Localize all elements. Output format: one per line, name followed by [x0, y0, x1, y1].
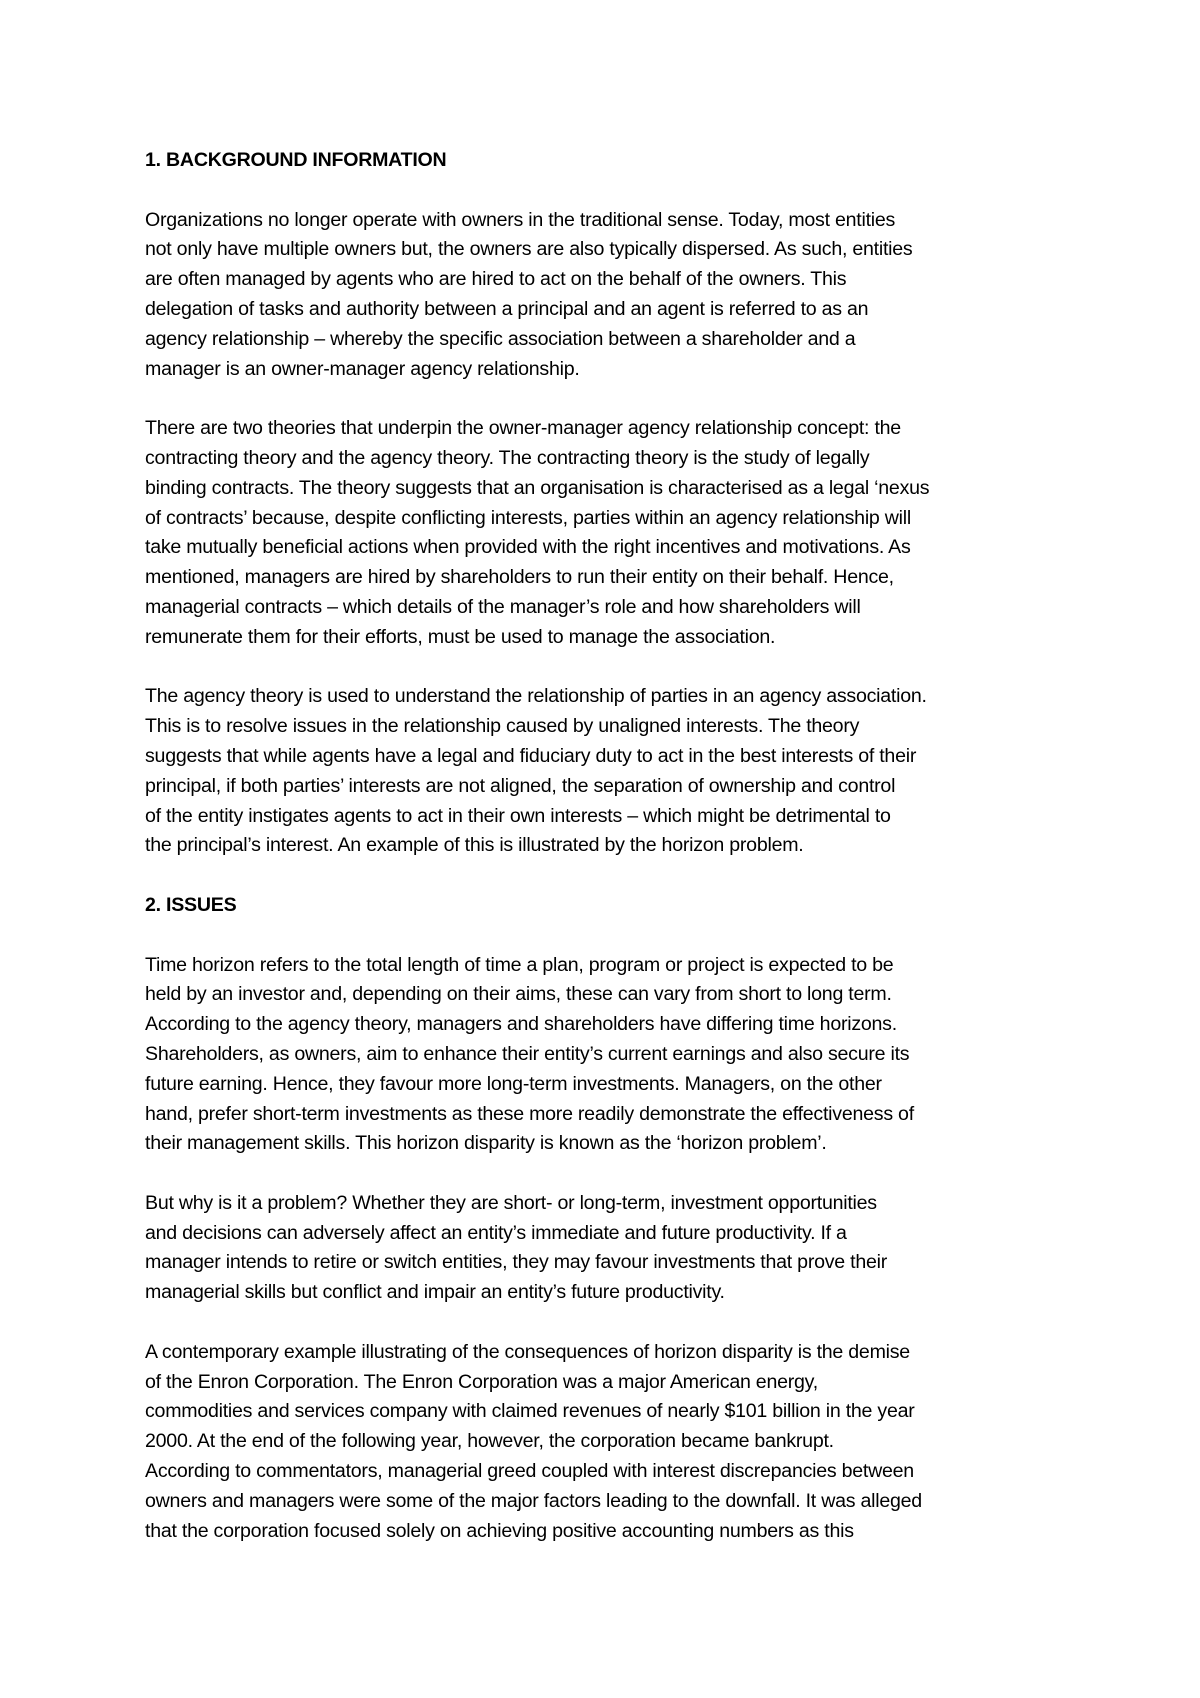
- paragraph-gap: [145, 1159, 1065, 1189]
- paragraph-enron-example: [145, 1338, 1065, 1547]
- text-line: There are two theories that underpin the owner-manager agency relationship concept: the: [145, 417, 901, 440]
- paragraph-gap: [145, 176, 1065, 206]
- paragraph-gap: [145, 384, 1065, 414]
- text-line: managerial contracts – which details of the manager’s role and how shareholders will: [145, 595, 861, 618]
- section-heading-issues: 2. ISSUES: [145, 893, 237, 916]
- text-line: principal, if both parties’ interests are not aligned, the separation of ownership and control: [145, 774, 896, 797]
- text-line: A contemporary example illustrating of the consequences of horizon disparity is the demise: [145, 1340, 910, 1363]
- text-line: owners and managers were some of the major factors leading to the downfall. It was alleged: [145, 1489, 922, 1512]
- text-line: 2000. At the end of the following year, however, the corporation became bankrupt.: [145, 1430, 834, 1453]
- text-line: are often managed by agents who are hired to act on the behalf of the owners. This: [145, 268, 847, 291]
- text-line: managerial skills but conflict and impair an entity’s future productivity.: [145, 1281, 725, 1304]
- text-line: and decisions can adversely affect an entity’s immediate and future productivity. If a: [145, 1221, 847, 1244]
- text-line: that the corporation focused solely on achieving positive accounting numbers as this: [145, 1519, 854, 1542]
- text-line: commodities and services company with claimed revenues of nearly $101 billion in the year: [145, 1400, 915, 1423]
- text-line: hand, prefer short-term investments as these more readily demonstrate the effectiveness of: [145, 1102, 914, 1125]
- text-line: Shareholders, as owners, aim to enhance their entity’s current earnings and also secure its: [145, 1042, 910, 1065]
- text-line: future earning. Hence, they favour more long-term investments. Managers, on the other: [145, 1072, 882, 1095]
- text-line: agency relationship – whereby the specific association between a shareholder and a: [145, 327, 856, 350]
- paragraph-why-problem: [145, 1189, 1065, 1308]
- text-line: of contracts’ because, despite conflicting interests, parties within an agency relationship will: [145, 506, 911, 529]
- text-line: remunerate them for their efforts, must be used to manage the association.: [145, 625, 776, 648]
- paragraph-agency-theory: [145, 682, 1065, 861]
- text-line: Organizations no longer operate with owners in the traditional sense. Today, most entities: [145, 208, 896, 231]
- text-line: contracting theory and the agency theory. The contracting theory is the study of legally: [145, 446, 870, 469]
- text-line: But why is it a problem? Whether they are short- or long-term, investment opportunities: [145, 1191, 877, 1214]
- text-line: delegation of tasks and authority between a principal and an agent is referred to as an: [145, 297, 869, 320]
- text-line: the principal’s interest. An example of this is illustrated by the horizon problem.: [145, 834, 804, 857]
- text-line: This is to resolve issues in the relationship caused by unaligned interests. The theory: [145, 715, 860, 738]
- text-line: of the Enron Corporation. The Enron Corporation was a major American energy,: [145, 1370, 818, 1393]
- text-line: manager intends to retire or switch entities, they may favour investments that prove their: [145, 1251, 888, 1274]
- text-line: According to commentators, managerial greed coupled with interest discrepancies between: [145, 1460, 914, 1483]
- text-line: suggests that while agents have a legal and fiduciary duty to act in the best interests of their: [145, 744, 917, 767]
- paragraph-time-horizon: [145, 951, 1065, 1160]
- paragraph-owners: [145, 206, 1065, 385]
- text-line: Time horizon refers to the total length of time a plan, program or project is expected to be: [145, 953, 894, 976]
- text-line: take mutually beneficial actions when provided with the right incentives and motivations. As: [145, 536, 911, 559]
- text-line: binding contracts. The theory suggests that an organisation is characterised as a legal ‘nexus: [145, 476, 930, 499]
- text-line: held by an investor and, depending on their aims, these can vary from short to long term.: [145, 983, 892, 1006]
- text-line: their management skills. This horizon disparity is known as the ‘horizon problem’.: [145, 1132, 827, 1155]
- text-line: of the entity instigates agents to act in their own interests – which might be detrimental to: [145, 804, 891, 827]
- paragraph-gap: [145, 1308, 1065, 1338]
- section-heading-background: 1. BACKGROUND INFORMATION: [145, 149, 447, 171]
- text-line: manager is an owner-manager agency relationship.: [145, 357, 580, 380]
- text-line: mentioned, managers are hired by shareholders to run their entity on their behalf. Hence,: [145, 566, 894, 589]
- text-line: not only have multiple owners but, the owners are also typically dispersed. As such, entities: [145, 238, 913, 261]
- paragraph-contracting-theory: [145, 414, 1065, 652]
- paragraph-gap: [145, 653, 1065, 683]
- document-body: [145, 146, 1065, 1546]
- paragraph-gap: [145, 861, 1065, 891]
- paragraph-gap: [145, 921, 1065, 951]
- text-line: According to the agency theory, managers and shareholders have differing time horizons.: [145, 1013, 897, 1036]
- text-line: The agency theory is used to understand the relationship of parties in an agency association.: [145, 685, 927, 708]
